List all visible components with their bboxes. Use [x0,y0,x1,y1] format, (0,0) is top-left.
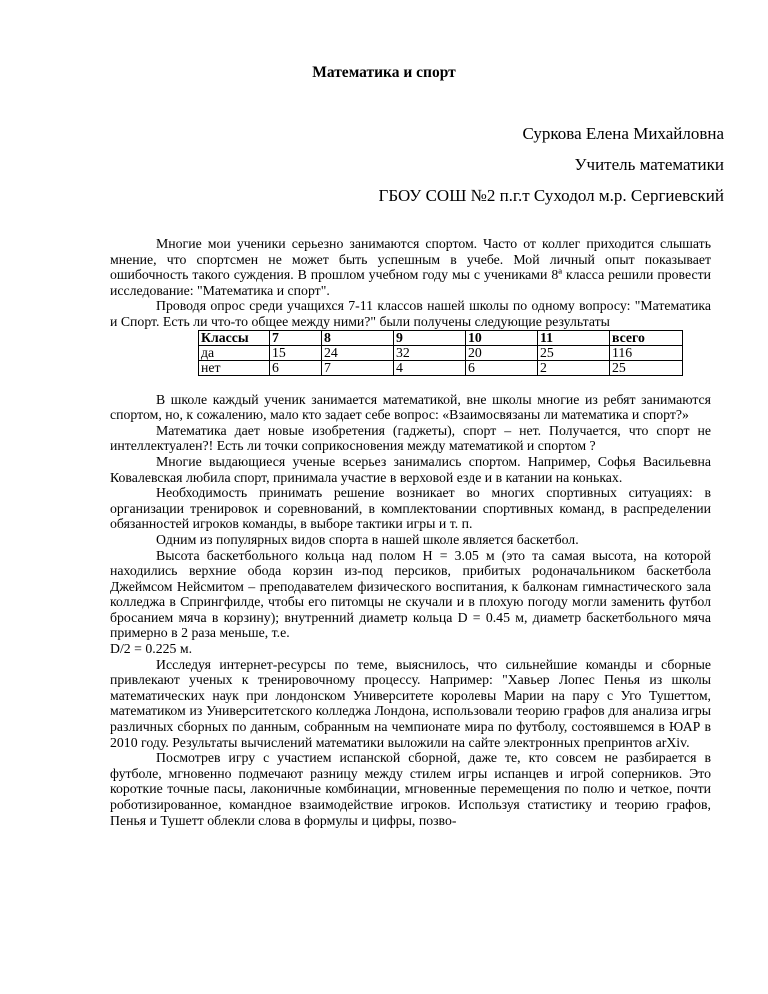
spacer [110,376,711,392]
table-header-cell: 7 [270,330,322,345]
author-position: Учитель математики [574,155,724,174]
table-header-cell: 11 [538,330,610,345]
author-name: Суркова Елена Михайловна [522,124,724,143]
document-title: Математика и спорт [312,64,456,81]
table-header-cell: Классы [199,330,270,345]
survey-results-table [198,330,683,376]
paragraph-spain-game: Посмотрев игру с участием испанской сборной, даже те, кто совсем не разбирается в футболе, мгновенно подмечают разницу между стилем игры испанцев и игрой соперников. Это короткие точные пасы, лаконичные комбинации, мгновенные перемещения по полю и четкое, почти роботизированное, командное взаимодействие игроков. Используя статистику и теорию графов, Пенья и Тушетт облекли слова в формулы и цифры, позво- [110,750,711,828]
table-cell: 24 [322,345,394,360]
paragraph-gadgets: Математика дает новые изобретения (гаджеты), спорт – нет. Получается, что спорт не интеллектуален?! Есть ли точки соприкосновения между математикой и спортом ? [110,422,711,454]
paragraph-decisions: Необходимость принимать решение возникает во многих спортивных ситуациях: в организации тренировок и соревнований, в комплектовании спортивных команд, в распределении обязанностей игроков команды, в выборе тактики игры и т. п. [110,485,711,532]
table-cell: 6 [270,360,322,375]
paragraph-hoop-height: Высота баскетбольного кольца над полом H = 3.05 м (это та самая высота, на которой находились верхние обода корзин из-под персиков, прибитых родоначальником баскетбола Джеймсом Нейсмитом – преподавателем физического воспитания, к балконам гимнастического зала колледжа в Спрингфилде, чтобы его питомцы не скучали и в плохую погоду могли заменить футбол бросанием мяча в корзину); внутренний диаметр кольца D = 0.45 м, диаметр баскетбольного мяча примерно в 2 раза меньше, т.е. [110,547,711,641]
table-header-cell: 9 [394,330,466,345]
table-row [199,360,683,375]
table-row [199,345,683,360]
table-header-cell: всего [610,330,683,345]
table-cell: 6 [466,360,538,375]
paragraph-survey: Проводя опрос среди учащихся 7-11 классов нашей школы по одному вопросу: "Математика и Спорт. Есть ли что-то общее между ними?" были получены следующие результаты [110,298,711,329]
table-cell: 25 [538,345,610,360]
paragraph-ball-diameter: D/2 = 0.225 м. [110,641,193,657]
table-cell: 4 [394,360,466,375]
table-cell: 20 [466,345,538,360]
table-cell: 7 [322,360,394,375]
author-school: ГБОУ СОШ №2 п.г.т Суходол м.р. Сергиевский [378,186,724,205]
table-cell: нет [199,360,270,375]
table-cell: 2 [538,360,610,375]
paragraph-scientists: Многие выдающиеся ученые всерьез занимались спортом. Например, Софья Васильевна Ковалевская любила спорт, принимала участие в верховой езде и в катании на коньках. [110,453,711,485]
paragraph-research: Исследуя интернет-ресурсы по теме, выяснилось, что сильнейшие команды и сборные привлекают ученых к тренировочному процессу. Например: "Хавьер Лопес Пенья из школы математических наук при лондонском Университете королевы Марии на пару с Уго Тушеттом, математиком из Университетского колледжа Лондона, использовали теорию графов для анализа игры различных сборных по данным, собранным на чемпионате мира по футболу, состоявшемся в ЮАР в 2010 году. Результаты вычислений математики выложили на сайте электронных препринтов arXiv. [110,656,711,750]
table-cell: 25 [610,360,683,375]
table-cell: 15 [270,345,322,360]
document-body [110,236,711,828]
paragraph-intro: Многие мои ученики серьезно занимаются спортом. Часто от коллег приходится слышать мнение, что спортсмен не может быть успешным в учебе. Мой личный опыт показывает ошибочность такого суждения. В прошлом учебном году мы с учениками 8ª класса решили провести исследование: "Математика и спорт". [110,236,711,298]
table-cell: 32 [394,345,466,360]
table-header-cell: 8 [322,330,394,345]
paragraph-school-math: В школе каждый ученик занимается математикой, вне школы многие из ребят занимаются спортом, но, к сожалению, мало кто задает себе вопрос: «Взаимосвязаны ли математика и спорт?» [110,391,711,423]
table-cell: да [199,345,270,360]
table-header-row [199,330,683,345]
table-header-cell: 10 [466,330,538,345]
table-cell: 116 [610,345,683,360]
paragraph-basketball: Одним из популярных видов спорта в нашей школе является баскетбол. [156,531,579,547]
